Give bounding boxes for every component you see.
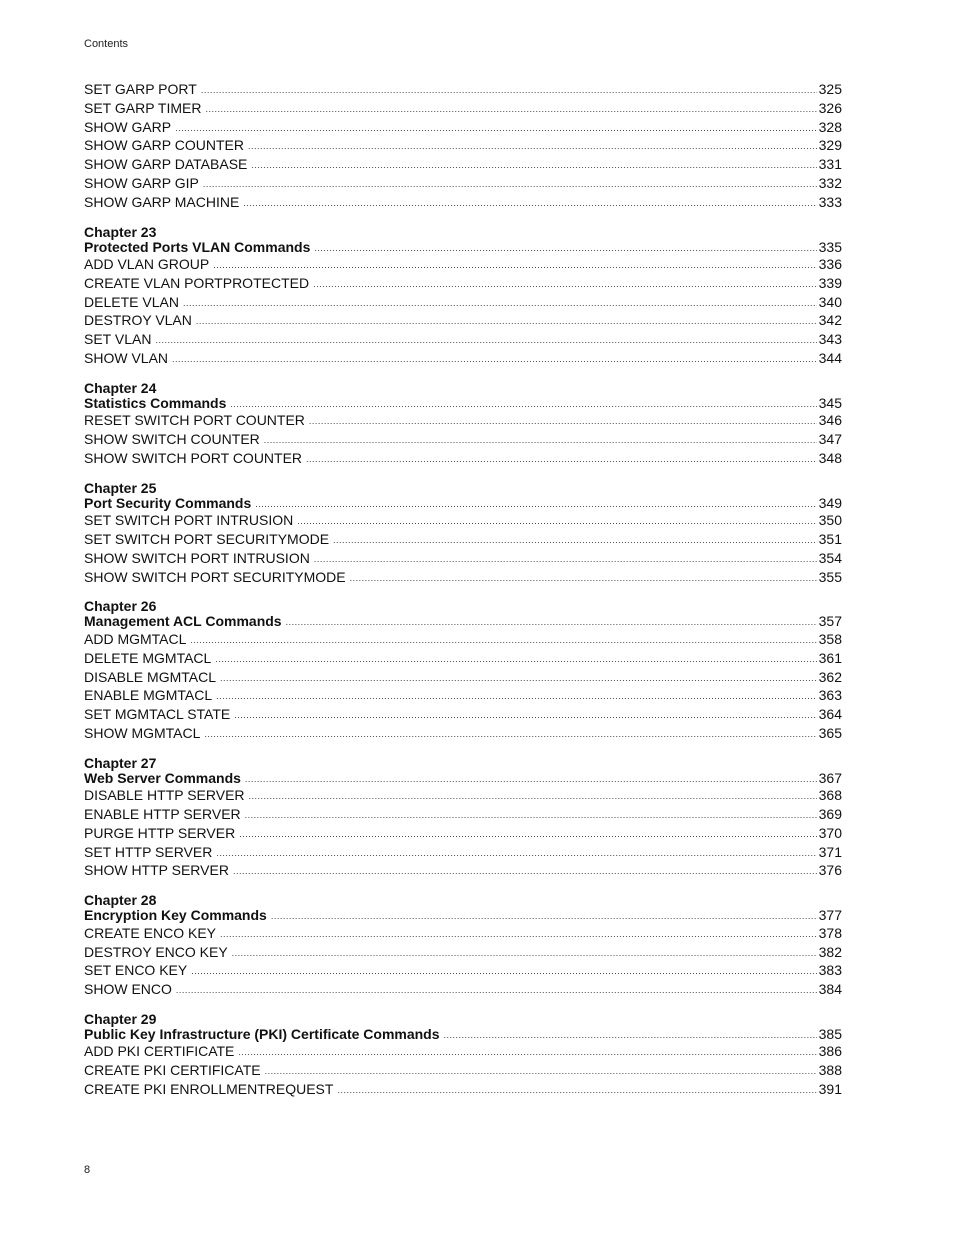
toc-entry-text: CREATE VLAN PORTPROTECTED xyxy=(84,274,310,291)
toc-page-number: 326 xyxy=(818,99,842,116)
dot-leader xyxy=(175,119,817,138)
chapter-label: Chapter 25 xyxy=(84,479,157,496)
toc-entry-text: ADD VLAN GROUP xyxy=(84,256,210,273)
toc-entry-text: SHOW VLAN xyxy=(84,350,169,367)
dot-leader xyxy=(251,156,816,175)
dot-leader xyxy=(233,862,817,881)
toc-entry[interactable] xyxy=(84,843,842,862)
chapter-label: Chapter 29 xyxy=(84,1010,157,1027)
toc-page-number: 388 xyxy=(818,1062,842,1079)
dot-leader xyxy=(213,256,816,275)
toc-entry-text: SET VLAN xyxy=(84,331,152,348)
toc-entry[interactable] xyxy=(84,118,842,137)
toc-continuation-group xyxy=(84,80,842,212)
dot-leader xyxy=(183,294,817,313)
dot-leader xyxy=(172,350,817,369)
dot-leader xyxy=(286,615,817,631)
toc-page-number: 343 xyxy=(818,331,842,348)
chapter-title: Public Key Infrastructure (PKI) Certificate Commands xyxy=(84,1025,440,1042)
toc-entry[interactable] xyxy=(84,80,842,99)
toc-page-number: 328 xyxy=(818,118,842,135)
dot-leader xyxy=(230,397,816,413)
chapter-group xyxy=(84,380,842,468)
toc-page-number: 351 xyxy=(818,531,842,548)
toc-entry[interactable] xyxy=(84,805,842,824)
chapter-title: Statistics Commands xyxy=(84,394,227,411)
toc-entry-text: SHOW SWITCH PORT SECURITYMODE xyxy=(84,568,346,585)
toc-page-number: 370 xyxy=(818,824,842,841)
toc-entry[interactable] xyxy=(84,174,842,193)
chapter-group xyxy=(84,224,842,368)
toc-page-number: 339 xyxy=(818,274,842,291)
chapter-title-entry[interactable] xyxy=(84,496,842,512)
toc-page-number: 364 xyxy=(818,706,842,723)
toc-page-number: 365 xyxy=(818,724,842,741)
toc-page-number: 385 xyxy=(818,1025,842,1042)
toc-page-number: 333 xyxy=(818,193,842,210)
toc-entry[interactable] xyxy=(84,411,842,430)
chapter-title-entry[interactable] xyxy=(84,771,842,787)
toc-entry-text: DELETE VLAN xyxy=(84,293,179,310)
dot-leader xyxy=(271,909,817,925)
toc-entry[interactable] xyxy=(84,193,842,212)
toc-entry[interactable] xyxy=(84,961,842,980)
toc-entry[interactable] xyxy=(84,311,842,330)
chapter-title-entry[interactable] xyxy=(84,240,842,256)
dot-leader xyxy=(314,241,816,257)
toc-entry[interactable] xyxy=(84,924,842,943)
toc-entry[interactable] xyxy=(84,568,842,587)
chapter-label: Chapter 26 xyxy=(84,598,157,615)
toc-page-number: 362 xyxy=(818,668,842,685)
toc-entry[interactable] xyxy=(84,861,842,880)
toc-entry[interactable] xyxy=(84,630,842,649)
toc-entry[interactable] xyxy=(84,136,842,155)
toc-page-number: 348 xyxy=(818,449,842,466)
toc-page-number: 344 xyxy=(818,350,842,367)
toc-page-number: 346 xyxy=(818,412,842,429)
toc-page-number: 376 xyxy=(818,862,842,879)
chapter-label: Chapter 28 xyxy=(84,892,157,909)
toc-page-number: 332 xyxy=(818,174,842,191)
toc-entry-text: SET MGMTACL STATE xyxy=(84,706,231,723)
toc-page-number: 383 xyxy=(818,962,842,979)
toc-entry-text: SHOW GARP GIP xyxy=(84,174,199,191)
dot-leader xyxy=(248,137,817,156)
toc-page-number: 391 xyxy=(818,1080,842,1097)
chapter-title: Protected Ports VLAN Commands xyxy=(84,238,311,255)
toc-page-number: 367 xyxy=(818,769,842,786)
dot-leader xyxy=(243,194,816,213)
toc-entry[interactable] xyxy=(84,705,842,724)
toc-page-number: 363 xyxy=(818,687,842,704)
toc-page-number: 369 xyxy=(818,806,842,823)
toc-page-number: 325 xyxy=(818,81,842,97)
dot-leader xyxy=(309,412,817,431)
toc-page-number: 361 xyxy=(818,649,842,666)
toc-page-number: 357 xyxy=(818,613,842,630)
dot-leader xyxy=(234,706,816,725)
toc-page-number: 358 xyxy=(818,630,842,647)
toc-entry-text: SHOW HTTP SERVER xyxy=(84,862,229,879)
toc-entry-text: SHOW GARP xyxy=(84,118,172,135)
toc-entry[interactable] xyxy=(84,668,842,687)
toc-entry-text: SHOW SWITCH PORT INTRUSION xyxy=(84,549,310,566)
toc-entry[interactable] xyxy=(84,449,842,468)
dot-leader xyxy=(190,631,816,650)
toc-entry[interactable] xyxy=(84,530,842,549)
dot-leader xyxy=(313,275,817,294)
toc-page-number: 335 xyxy=(818,238,842,255)
chapter-group xyxy=(84,1011,842,1099)
chapter-label: Chapter 23 xyxy=(84,223,157,240)
toc-page-number: 340 xyxy=(818,293,842,310)
dot-leader xyxy=(306,450,817,469)
chapter-title: Port Security Commands xyxy=(84,494,252,511)
dot-leader xyxy=(265,1062,817,1081)
dot-leader xyxy=(314,550,817,569)
chapter-title: Encryption Key Commands xyxy=(84,907,267,924)
toc-page-number: 349 xyxy=(818,494,842,511)
toc-entry-text: PURGE HTTP SERVER xyxy=(84,824,236,841)
toc-entry-text: SHOW GARP DATABASE xyxy=(84,156,248,173)
dot-leader xyxy=(220,925,817,944)
dot-leader xyxy=(264,431,817,450)
chapter-title-entry[interactable] xyxy=(84,396,842,412)
table-of-contents xyxy=(84,80,842,1111)
toc-entry[interactable] xyxy=(84,99,842,118)
dot-leader xyxy=(255,497,816,513)
dot-leader xyxy=(337,1081,816,1100)
toc-entry[interactable] xyxy=(84,155,842,174)
dot-leader xyxy=(204,725,816,744)
toc-page-number: 342 xyxy=(818,312,842,329)
toc-entry-text: SHOW SWITCH COUNTER xyxy=(84,431,260,448)
chapter-title-entry[interactable] xyxy=(84,1027,842,1043)
toc-entry-text: RESET SWITCH PORT COUNTER xyxy=(84,412,305,429)
dot-leader xyxy=(249,787,817,806)
chapter-title: Web Server Commands xyxy=(84,769,241,786)
toc-page-number: 378 xyxy=(818,924,842,941)
toc-page-number: 386 xyxy=(818,1043,842,1060)
toc-entry[interactable] xyxy=(84,274,842,293)
toc-entry-text: SET HTTP SERVER xyxy=(84,843,213,860)
toc-entry[interactable] xyxy=(84,824,842,843)
dot-leader xyxy=(216,844,816,863)
dot-leader xyxy=(205,100,816,119)
toc-page-number: 384 xyxy=(818,981,842,998)
toc-entry-text: ENABLE MGMTACL xyxy=(84,687,213,704)
dot-leader xyxy=(444,1028,817,1044)
chapter-title: Management ACL Commands xyxy=(84,613,282,630)
dot-leader xyxy=(191,962,816,981)
dot-leader xyxy=(203,175,817,194)
dot-leader xyxy=(245,806,817,825)
toc-entry-text: CREATE ENCO KEY xyxy=(84,924,216,941)
toc-entry-text: DESTROY ENCO KEY xyxy=(84,943,228,960)
toc-entry-text: SHOW GARP MACHINE xyxy=(84,193,240,210)
chapter-title-entry[interactable] xyxy=(84,614,842,630)
toc-entry[interactable] xyxy=(84,943,842,962)
dot-leader xyxy=(333,531,817,550)
toc-entry[interactable] xyxy=(84,649,842,668)
toc-entry-text: SET SWITCH PORT SECURITYMODE xyxy=(84,531,330,548)
dot-leader xyxy=(215,650,816,669)
toc-entry-text: ADD PKI CERTIFICATE xyxy=(84,1043,235,1060)
toc-entry[interactable] xyxy=(84,511,842,530)
toc-page-number: 368 xyxy=(818,787,842,804)
toc-entry-text: SHOW GARP COUNTER xyxy=(84,137,244,154)
page-number: 8 xyxy=(84,1164,91,1176)
dot-leader xyxy=(155,331,816,350)
chapter-group xyxy=(84,480,842,587)
toc-entry[interactable] xyxy=(84,980,842,999)
toc-entry-text: DELETE MGMTACL xyxy=(84,649,212,666)
chapter-group xyxy=(84,598,842,742)
toc-entry-text: SHOW ENCO xyxy=(84,981,172,998)
dot-leader xyxy=(297,512,816,531)
page-header: Contents xyxy=(84,38,129,50)
toc-entry[interactable] xyxy=(84,686,842,705)
dot-leader xyxy=(238,1043,816,1062)
toc-page-number: 345 xyxy=(818,394,842,411)
dot-leader xyxy=(220,669,817,688)
toc-page-number: 331 xyxy=(818,156,842,173)
toc-entry-text: SHOW SWITCH PORT COUNTER xyxy=(84,449,303,466)
chapter-group xyxy=(84,755,842,880)
toc-entry[interactable] xyxy=(84,255,842,274)
dot-leader xyxy=(196,312,817,331)
toc-page-number: 355 xyxy=(818,568,842,585)
toc-page-number: 336 xyxy=(818,256,842,273)
toc-entry[interactable] xyxy=(84,786,842,805)
toc-page-number: 382 xyxy=(818,943,842,960)
toc-entry[interactable] xyxy=(84,1042,842,1061)
dot-leader xyxy=(201,81,817,100)
toc-entry-text: DESTROY VLAN xyxy=(84,312,192,329)
toc-page-number: 354 xyxy=(818,549,842,566)
toc-entry-text: CREATE PKI CERTIFICATE xyxy=(84,1062,261,1079)
toc-entry-text: SHOW MGMTACL xyxy=(84,724,201,741)
toc-entry-text: CREATE PKI ENROLLMENTREQUEST xyxy=(84,1080,334,1097)
chapter-label: Chapter 24 xyxy=(84,379,157,396)
toc-entry[interactable] xyxy=(84,430,842,449)
toc-entry[interactable] xyxy=(84,293,842,312)
toc-page-number: 371 xyxy=(818,843,842,860)
toc-page-number: 329 xyxy=(818,137,842,154)
toc-page-number: 350 xyxy=(818,512,842,529)
toc-entry-text: ENABLE HTTP SERVER xyxy=(84,806,241,823)
dot-leader xyxy=(350,569,817,588)
toc-entry[interactable] xyxy=(84,724,842,743)
toc-entry-text: SET GARP PORT xyxy=(84,81,197,97)
toc-entry-text: DISABLE MGMTACL xyxy=(84,668,216,685)
toc-entry-text: DISABLE HTTP SERVER xyxy=(84,787,245,804)
toc-entry-text: SET ENCO KEY xyxy=(84,962,188,979)
chapter-group xyxy=(84,892,842,999)
toc-entry-text: SET SWITCH PORT INTRUSION xyxy=(84,512,294,529)
dot-leader xyxy=(245,772,817,788)
toc-entry[interactable] xyxy=(84,330,842,349)
dot-leader xyxy=(239,825,816,844)
toc-page-number: 377 xyxy=(818,907,842,924)
dot-leader xyxy=(176,981,817,1000)
toc-entry[interactable] xyxy=(84,349,842,368)
toc-entry-text: SET GARP TIMER xyxy=(84,99,202,116)
toc-entry[interactable] xyxy=(84,549,842,568)
toc-entry-text: ADD MGMTACL xyxy=(84,630,187,647)
dot-leader xyxy=(232,944,817,963)
toc-page-number: 347 xyxy=(818,431,842,448)
toc-entry[interactable] xyxy=(84,1061,842,1080)
dot-leader xyxy=(216,687,817,706)
toc-entry[interactable] xyxy=(84,1080,842,1099)
chapter-label: Chapter 27 xyxy=(84,754,157,771)
chapter-title-entry[interactable] xyxy=(84,908,842,924)
